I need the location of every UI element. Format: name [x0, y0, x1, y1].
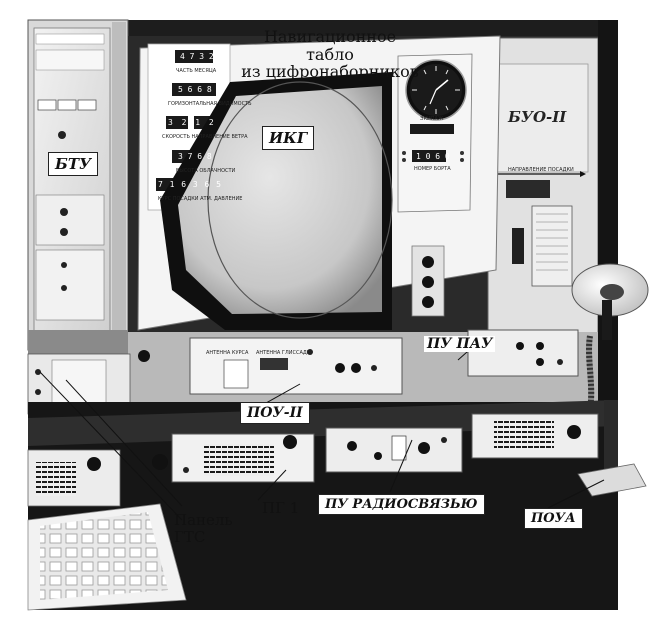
btu-rack [28, 20, 128, 354]
screen-knob-block [412, 246, 444, 316]
label-ikg: ИКГ [262, 126, 314, 150]
clock-counter-caption: НОМЕР БОРТА [414, 166, 451, 172]
pou-caption-2: АНТЕННА ГЛИССАДЫ [256, 350, 312, 356]
counter-1-caption: ЧАСТЬ МЕСЯЦА [176, 68, 217, 74]
label-panel-gts-line-2: ГТС [174, 527, 206, 546]
title-line-2: из цифронаборников [241, 62, 419, 82]
clock-counter-top: ЭКИПАЖ [420, 116, 444, 122]
title-caption [240, 28, 420, 81]
keyboard [28, 504, 186, 610]
pg1-panel [172, 434, 314, 482]
counter-3-digits: 3 2 1 2 [168, 118, 216, 127]
buo-direction-caption: НАПРАВЛЕНИЕ ПОСАДКИ [508, 167, 574, 173]
label-poua: ПОУА [524, 508, 583, 529]
label-pg1: ПГ 1 [262, 499, 300, 517]
gts-panel [28, 450, 120, 506]
label-buo: БУО-II [508, 108, 567, 126]
pou-ii-panel [190, 338, 402, 394]
counter-3-caption: СКОРОСТЬ НАПРАВЛЕНИЕ ВЕТРА [162, 134, 248, 140]
counter-4-digits: 3 7 6 8 [178, 152, 212, 161]
pu-radio-panel [326, 428, 462, 472]
shelf-button [138, 350, 150, 362]
label-panel-gts-line-1: Панель [174, 511, 233, 529]
pou-caption-1: АНТЕННА КУРСА [206, 350, 249, 356]
right-lower-panel [472, 414, 598, 458]
label-btu: БТУ [48, 152, 98, 176]
desk-knob [152, 454, 168, 470]
label-pu-radio: ПУ РАДИОСВЯЗЬЮ [318, 494, 485, 515]
label-panel-gts [174, 512, 233, 545]
clock-counter-digits: 1 0 6 0 [416, 152, 450, 161]
counter-1-digits: 4 7 3 2 [180, 52, 214, 61]
counter-5-digits: 7 1 6 3 6 5 [158, 180, 222, 189]
counter-2-digits: 5 6 6 8 [178, 85, 212, 94]
label-pou: ПОУ-II [240, 402, 310, 424]
counter-4-caption: ВЫСОТА ОБЛАЧНОСТИ [176, 168, 236, 174]
label-pu-pau: ПУ ПАУ [424, 336, 495, 352]
title-line-1: Навигационное табло [263, 27, 397, 64]
counter-5-caption: КУРС ПОСАДКИ АТМ. ДАВЛЕНИЕ [158, 196, 243, 202]
counter-2-caption: ГОРИЗОНТАЛЬНАЯ ВИДИМОСТЬ [168, 101, 252, 107]
